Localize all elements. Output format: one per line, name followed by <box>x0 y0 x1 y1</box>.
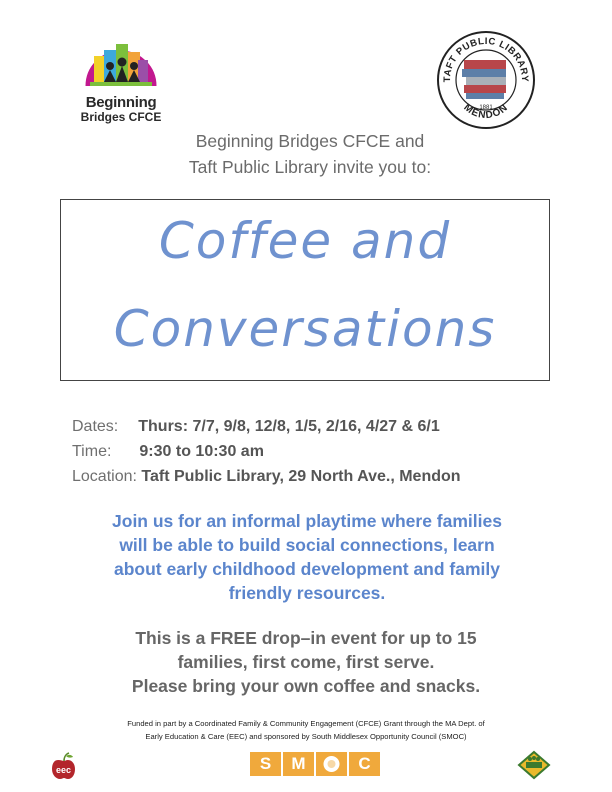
eec-logo <box>50 752 86 780</box>
description-line: will be able to build social connections, learn <box>119 535 495 555</box>
free-event-notice <box>70 626 542 698</box>
sponsor-badge-logo <box>517 750 551 780</box>
time-label: Time: <box>72 443 112 460</box>
location-row <box>72 468 461 486</box>
beginning-bridges-name-line1: Beginning <box>85 94 157 111</box>
description-line: about early childhood development and family <box>113 559 501 579</box>
invite-text <box>140 128 480 180</box>
location-value: Taft Public Library, 29 North Ave., Mendon <box>141 468 461 485</box>
funding-line-1: Funded in part by a Coordinated Family & Community Engagement (CFCE) Grant through the MA Dept. of <box>127 719 485 728</box>
badge-icon <box>517 750 551 780</box>
smoc-logo <box>250 752 382 776</box>
event-description <box>62 509 552 605</box>
sun-icon <box>316 752 347 776</box>
location-label: Location: <box>72 468 137 485</box>
funding-notice <box>40 717 572 743</box>
dates-value: Thurs: 7/7, 9/8, 12/8, 1/5, 2/16, 4/27 & 6/1 <box>138 418 440 435</box>
eec-logo-text: eec <box>55 765 72 775</box>
event-title-line-2: Conversations <box>113 300 497 358</box>
smoc-letter-m: M <box>283 752 314 776</box>
taft-seal-year: 1881 <box>479 105 493 111</box>
taft-seal-bottom-text: MENDON <box>461 102 511 122</box>
eec-apple-icon <box>50 752 86 780</box>
book-stack-icon <box>462 60 506 99</box>
funding-line-2: Early Education & Care (EEC) and sponsored by South Middlesex Opportunity Council (SMOC) <box>145 732 467 741</box>
time-row <box>72 443 264 461</box>
invite-line-2: Taft Public Library invite you to: <box>188 157 432 177</box>
smoc-sun-cell <box>316 752 347 776</box>
smoc-letter-c: C <box>349 752 380 776</box>
free-event-line: This is a FREE drop–in event for up to 15 <box>135 628 477 648</box>
free-event-line: families, first come, first serve. <box>177 652 435 672</box>
free-event-line: Please bring your own coffee and snacks. <box>131 676 481 696</box>
beginning-bridges-logo <box>80 36 162 134</box>
event-title-box <box>60 199 550 381</box>
description-line: friendly resources. <box>228 583 386 603</box>
beginning-bridges-name-line2: Bridges CFCE <box>80 110 162 124</box>
dates-label: Dates: <box>72 418 119 435</box>
event-title-line-1: Coffee and <box>158 212 452 270</box>
dates-row <box>72 418 440 436</box>
taft-seal-graphic <box>436 30 536 130</box>
invite-line-1: Beginning Bridges CFCE and <box>195 131 425 151</box>
time-value: 9:30 to 10:30 am <box>139 443 264 460</box>
beginning-bridges-emblem <box>80 36 162 96</box>
description-line: Join us for an informal playtime where families <box>112 511 502 531</box>
taft-library-seal <box>436 30 536 130</box>
smoc-letter-s: S <box>250 752 281 776</box>
taft-seal-top-text: TAFT PUBLIC LIBRARY <box>441 35 531 83</box>
